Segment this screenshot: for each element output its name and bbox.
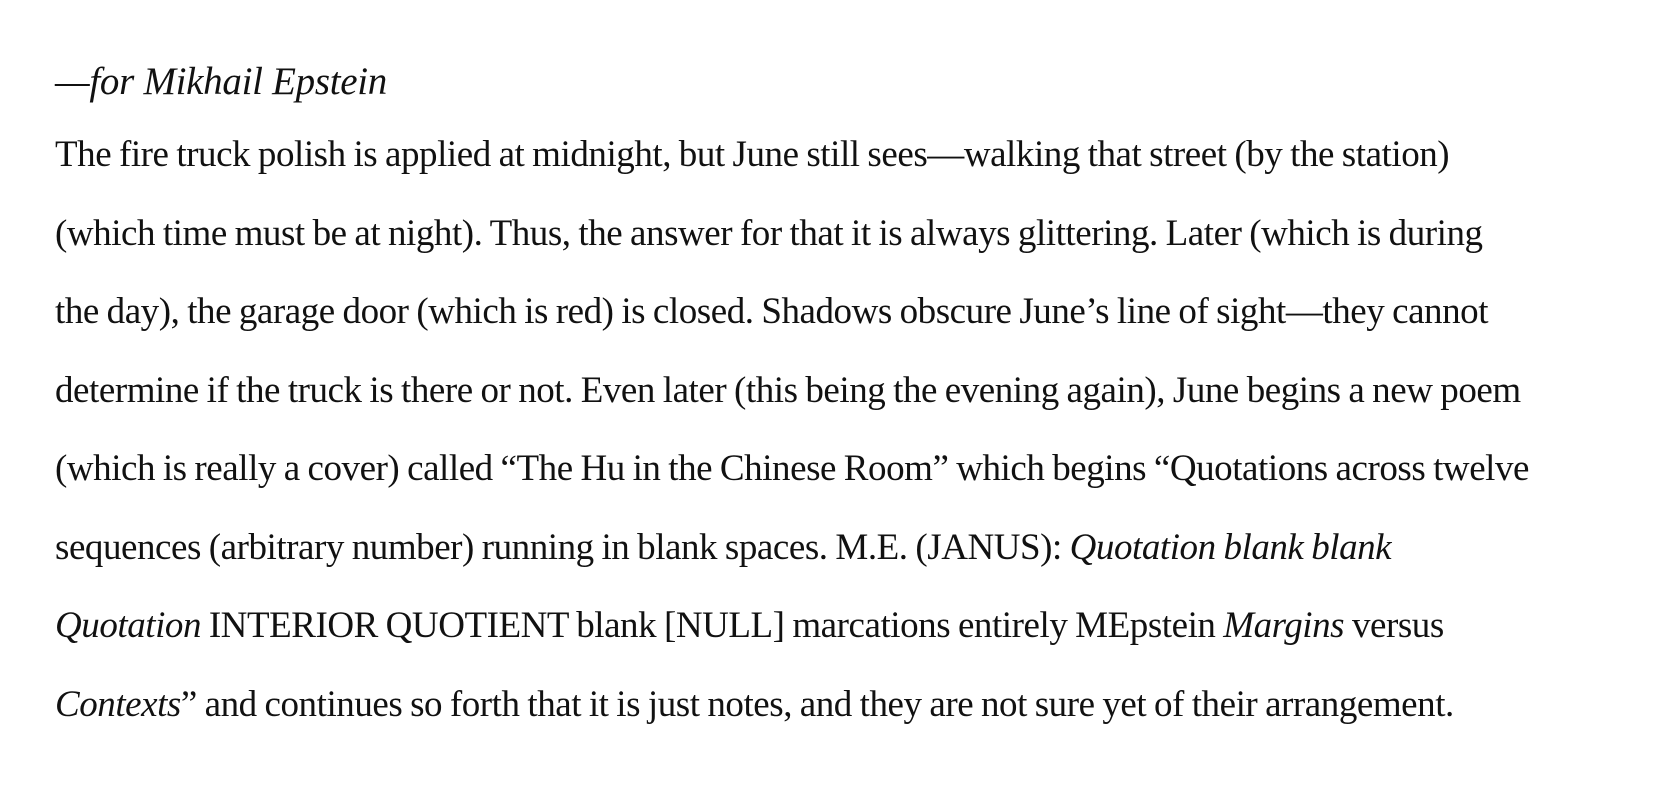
text-line bbox=[55, 587, 1635, 666]
italic-text-run: Margins bbox=[1223, 605, 1345, 646]
text-line bbox=[55, 195, 1635, 274]
text-run: determine if the truck is there or not. Even later (this being the evening again), June begins a new poem bbox=[55, 369, 1521, 411]
text-line bbox=[55, 666, 1635, 745]
body-paragraph bbox=[55, 116, 1635, 744]
text-line bbox=[55, 273, 1635, 352]
text-run: The fire truck polish is applied at midnight, but June still sees—walking that street (by the station) bbox=[55, 134, 1450, 175]
italic-text-run: Quotation blank blank bbox=[1069, 526, 1392, 568]
text-run: ” and continues so forth that it is just notes, and they are not sure yet of their arrangement. bbox=[180, 683, 1454, 725]
italic-text-run: Quotation bbox=[55, 605, 202, 646]
text-run: the day), the garage door (which is red) is closed. Shadows obscure June’s line of sight—they cannot bbox=[55, 291, 1489, 332]
text-run: versus bbox=[1344, 605, 1444, 646]
text-run: (which time must be at night). Thus, the answer for that it is always glittering. Later (which is during bbox=[55, 212, 1483, 254]
text-line bbox=[55, 430, 1635, 509]
italic-text-run: Contexts bbox=[55, 683, 181, 725]
text-line bbox=[55, 509, 1635, 588]
text-run: sequences (arbitrary number) running in blank spaces. M.E. (JANUS): bbox=[55, 526, 1070, 568]
dedication: —for Mikhail Epstein bbox=[55, 60, 387, 103]
text-line bbox=[55, 352, 1635, 431]
text-line bbox=[55, 116, 1635, 195]
document-page bbox=[55, 58, 1635, 744]
text-run: (which is really a cover) called “The Hu in the Chinese Room” which begins “Quotations across twelve bbox=[55, 448, 1530, 489]
text-run: INTERIOR QUOTIENT blank [NULL] marcations entirely MEpstein bbox=[201, 605, 1224, 646]
